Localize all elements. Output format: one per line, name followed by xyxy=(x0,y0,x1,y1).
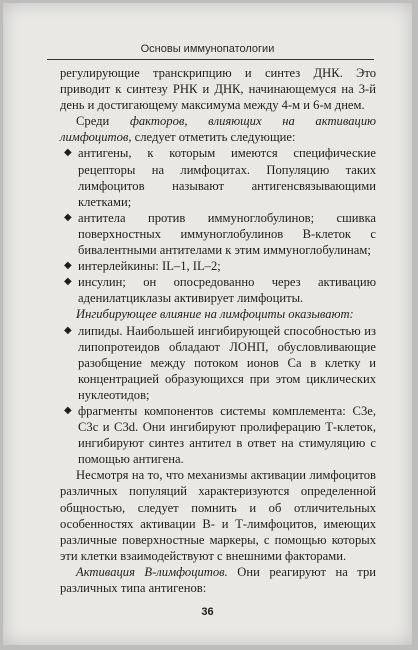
list-item xyxy=(60,258,376,274)
running-header: Основы иммунопатологии xyxy=(140,43,275,55)
page-body xyxy=(60,65,376,596)
b-activation-italic: Активация В-лимфоцитов. xyxy=(76,564,228,579)
inhibiting-factors-list xyxy=(60,323,376,468)
factors-tail: следует отметить следующие: xyxy=(131,130,296,145)
paragraph-b-lymphocytes xyxy=(60,564,376,596)
list-item xyxy=(60,403,376,467)
bullet-icon: ◆ xyxy=(64,404,72,416)
page-number: 36 xyxy=(201,606,214,618)
activating-factors-list xyxy=(60,145,376,306)
bullet-icon: ◆ xyxy=(64,147,72,159)
list-item-text: антигены, к которым имеются специфические рецепторы на лимфоцитах. Популяцию таких лимфоцитов называют антигенсвязывающими клетками; xyxy=(78,146,376,209)
inhibiting-heading-text: Ингибирующее влияние на лимфоциты оказывают: xyxy=(76,307,354,322)
paragraph-intro: регулирующие транскрипцию и синтез ДНК. Это приводит к синтезу РНК и ДНК, начинающемуся на 3-й день и достигающему максимума между 4-м и 6-м днем. xyxy=(60,66,376,113)
header-rule xyxy=(47,59,374,60)
factors-lead: Среди xyxy=(76,114,130,129)
list-item xyxy=(60,145,376,209)
paragraph-inhibiting-heading xyxy=(60,306,376,322)
bullet-icon: ◆ xyxy=(64,276,72,288)
b-activation-tail: Они реагируют на три различных типа антигенов: xyxy=(60,564,376,595)
list-item xyxy=(60,274,376,306)
list-item-text: интерлейкины: IL–1, IL–2; xyxy=(78,259,221,274)
book-page xyxy=(3,3,412,645)
bullet-icon: ◆ xyxy=(64,260,72,272)
list-item-text: инсулин; он опосредованно через активацию аденилатциклазы активирует лимфоциты. xyxy=(78,275,376,306)
bullet-icon: ◆ xyxy=(64,324,72,336)
list-item xyxy=(60,323,376,403)
paragraph-factors xyxy=(60,113,376,145)
list-item-text: липиды. Наибольшей ингибирующей способностью из липопротеидов обладают ЛОНП, обусловливающие разобщение между потоком ионов Са в клетку и концентрацией образующихся при этом циклических нуклеотидов; xyxy=(78,323,376,402)
list-item-text: фрагменты компонентов системы комплемента: С3е, С3с и С3d. Они ингибируют пролиферацию Т-клеток, ингибируют синтез антител в ответ на стимуляцию с помощью антигена. xyxy=(78,403,376,467)
factors-italic: факторов, влияющих на активацию лимфоцитов, xyxy=(60,114,376,145)
list-item-text: антитела против иммуноглобулинов; сшивка поверхностных иммуноглобулинов В-клеток с бивалентными антителами к этим иммуноглобулинам; xyxy=(78,210,376,258)
bullet-icon: ◆ xyxy=(64,211,72,223)
list-item xyxy=(60,210,376,258)
paragraph-mechanisms: Несмотря на то, что механизмы активации лимфоцитов различных популяций характеризуются определенной общностью, следует помнить и об отличительных особенностях активации В- и Т-лимфоцитов, имеющих различные поверхностные маркеры, с помощью которых эти клетки взаимодействуют с внешними факторами. xyxy=(60,468,376,563)
